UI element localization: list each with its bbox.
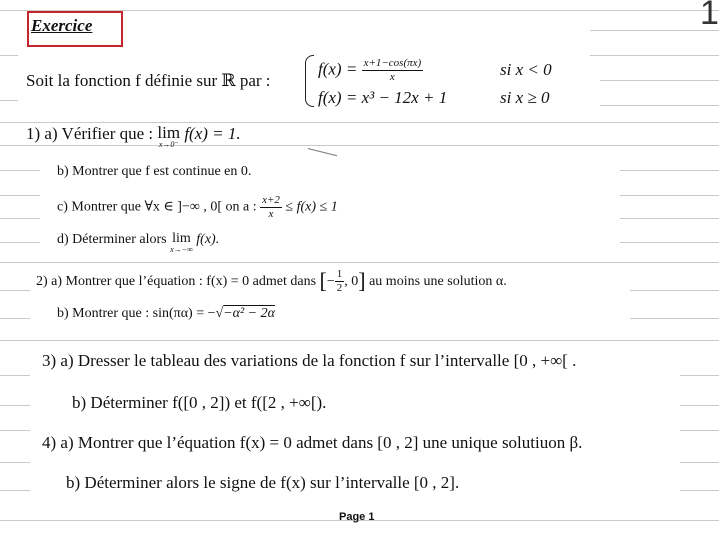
q1c: [57, 195, 338, 220]
q1d-lim: lim: [172, 231, 191, 246]
q3a: 3) a) Dresser le tableau des variations de la fonction f sur l’intervalle [0 , +∞[ .: [42, 351, 577, 370]
q1a-prefix: 1) a) Vérifier que :: [26, 124, 154, 143]
q2a-bracket-left: [: [319, 268, 327, 293]
case-1-condition: si x < 0: [500, 60, 552, 79]
intro-text: Soit la fonction f définie sur ℝ par :: [26, 71, 271, 90]
q1a-limit: [157, 124, 180, 149]
q1c-prefix: c) Montrer que ∀x ∈ ]−∞ , 0[ on a :: [57, 199, 257, 215]
q1a: [26, 124, 241, 149]
page-footer: Page 1: [339, 511, 375, 523]
q1d-limit: [170, 232, 193, 254]
q2a-numerator: 1: [336, 268, 343, 281]
exercise-title: Exercice: [31, 16, 93, 35]
case-2-condition: si x ≥ 0: [500, 88, 550, 107]
q4b: b) Déterminer alors le signe de f(x) sur l’intervalle [0 , 2].: [66, 473, 460, 492]
q1c-denominator: x: [268, 208, 274, 220]
q1d: [57, 232, 219, 254]
q3b: b) Déterminer f([0 , 2]) et f([2 , +∞[).: [72, 393, 327, 412]
q1b: b) Montrer que f est continue en 0.: [57, 164, 252, 179]
q1d-rest: f(x).: [196, 232, 220, 247]
q1d-lim-sub: x→−∞: [170, 245, 193, 254]
q2b-radicand: −α² − 2α: [223, 306, 275, 321]
q1d-prefix: d) Déterminer alors: [57, 232, 167, 247]
q4a: 4) a) Montrer que l’équation f(x) = 0 admet dans [0 , 2] une unique solutiuon β.: [42, 433, 583, 452]
q1c-fraction: [260, 195, 282, 220]
q1c-numerator: x+2: [262, 194, 280, 206]
case-1-numerator: x+1−cos(πx): [363, 57, 422, 69]
q2a-denominator: 2: [336, 282, 343, 295]
q2b-prefix: b) Montrer que : sin(πα) = −√: [57, 306, 224, 321]
q2a: [36, 268, 507, 294]
q1a-lim: lim: [157, 123, 181, 142]
case-1: [318, 58, 423, 83]
case-2: f(x) = x³ − 12x + 1: [318, 88, 448, 107]
q1a-lim-sub: x→0⁻: [158, 140, 179, 149]
q2a-fraction: [335, 269, 345, 294]
q2b: [57, 306, 275, 322]
case-1-fraction: [362, 58, 424, 83]
pen-stroke: [308, 148, 337, 156]
page-marker: 1: [700, 0, 719, 32]
q1a-rest: f(x) = 1.: [184, 124, 241, 143]
cases-brace: [305, 55, 314, 107]
q2a-minus: −: [326, 274, 335, 289]
q2a-bracket-right: ]: [358, 268, 366, 293]
q2a-prefix: 2) a) Montrer que l’équation : f(x) = 0 admet dans: [36, 274, 317, 289]
case-1-lhs: f(x) =: [318, 59, 358, 79]
q1c-rest: ≤ f(x) ≤ 1: [285, 199, 338, 215]
case-1-denominator: x: [389, 71, 395, 83]
q2a-zero: , 0: [344, 274, 359, 289]
q2a-rest: au moins une solution α.: [369, 274, 507, 289]
